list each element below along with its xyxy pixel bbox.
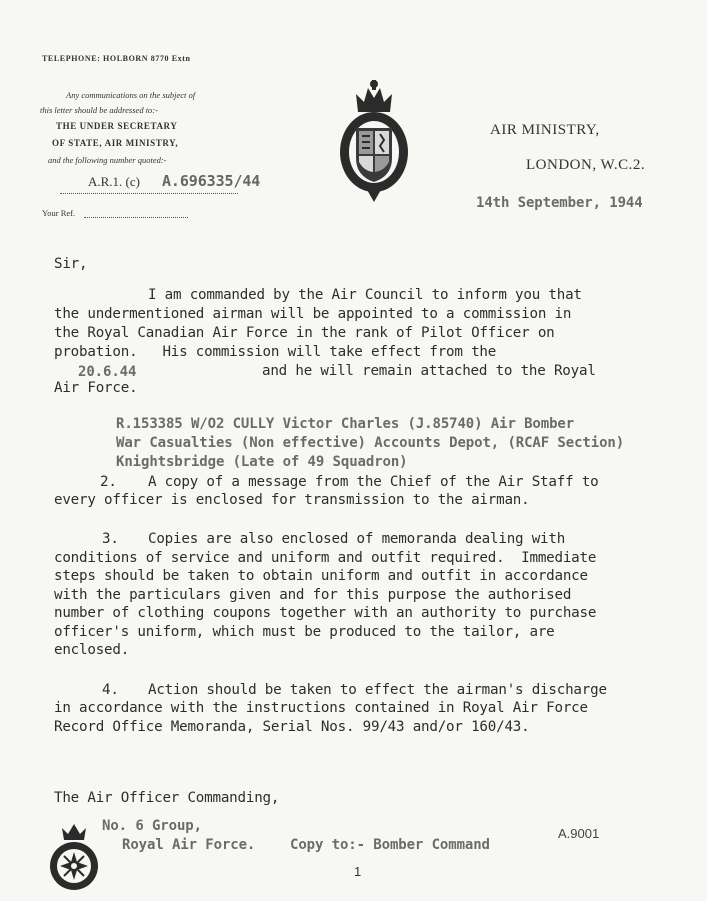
para4-line-1: Action should be taken to effect the airman's discharge bbox=[148, 682, 607, 698]
airman-details-line-1: R.153385 W/O2 CULLY Victor Charles (J.85740) Air Bomber bbox=[116, 416, 575, 432]
para2-line-2: every officer is enclosed for transmission to the airman. bbox=[54, 492, 530, 508]
telephone-line: TELEPHONE: HOLBORN 8770 Extn bbox=[42, 54, 191, 63]
para4-line-2: in accordance with the instructions contained in Royal Air Force bbox=[54, 700, 588, 716]
para3-line-3: steps should be taken to obtain uniform and outfit in accordance bbox=[54, 568, 588, 584]
para1-line-2: the undermentioned airman will be appointed to a commission in bbox=[54, 306, 572, 322]
reference-rule bbox=[60, 193, 238, 194]
your-ref-rule bbox=[84, 217, 188, 218]
para2-number: 2. bbox=[100, 474, 117, 490]
instructions-line-2: this letter should be addressed to:- bbox=[40, 105, 158, 115]
rcaf-crest-icon bbox=[48, 822, 100, 896]
reference-label: A.R.1. (c) bbox=[88, 174, 140, 189]
para4-number: 4. bbox=[102, 682, 119, 698]
para3-line-6: officer's uniform, which must be produced to the tailor, are bbox=[54, 624, 555, 640]
para3-number: 3. bbox=[102, 531, 119, 547]
para1-line-5: and he will remain attached to the Royal bbox=[262, 363, 596, 379]
para3-line-7: enclosed. bbox=[54, 642, 130, 658]
sender-office: AIR MINISTRY, bbox=[490, 122, 600, 138]
copy-to: Copy to:- Bomber Command bbox=[290, 837, 490, 853]
para1-line-6: Air Force. bbox=[54, 380, 138, 396]
para3-line-4: with the particulars given and for this purpose the authorised bbox=[54, 587, 572, 603]
para1-line-3: the Royal Canadian Air Force in the rank of Pilot Officer on bbox=[54, 325, 555, 341]
letter-date: 14th September, 1944 bbox=[476, 195, 643, 211]
effective-date: 20.6.44 bbox=[78, 364, 137, 380]
para3-line-5: number of clothing coupons together with an authority to purchase bbox=[54, 605, 597, 621]
para3-line-1: Copies are also enclosed of memoranda dealing with bbox=[148, 531, 566, 547]
para2-line-1: A copy of a message from the Chief of the Air Staff to bbox=[148, 474, 599, 490]
addressee-line-3: Royal Air Force. bbox=[122, 837, 256, 853]
para1-line-1: I am commanded by the Air Council to inform you that bbox=[148, 287, 582, 303]
instructions-line-5: and the following number quoted:- bbox=[48, 155, 167, 165]
airman-details-line-3: Knightsbridge (Late of 49 Squadron) bbox=[116, 454, 408, 470]
para3-line-2: conditions of service and uniform and outfit required. Immediate bbox=[54, 550, 597, 566]
addressee-line-1: The Air Officer Commanding, bbox=[54, 790, 280, 806]
your-ref-label: Your Ref. bbox=[42, 208, 76, 218]
airman-details-line-2: War Casualties (Non effective) Accounts Depot, (RCAF Section) bbox=[116, 435, 625, 451]
salutation: Sir, bbox=[54, 256, 88, 272]
addressee-line-2: No. 6 Group, bbox=[102, 818, 202, 834]
royal-crest-icon bbox=[336, 76, 412, 206]
form-number: A.9001 bbox=[558, 826, 600, 841]
instructions-line-3: THE UNDER SECRETARY bbox=[56, 121, 178, 131]
para1-line-4: probation. His commission will take effect from the bbox=[54, 344, 497, 360]
reference-number: A.696335/44 bbox=[162, 172, 261, 190]
instructions-line-4: OF STATE, AIR MINISTRY, bbox=[52, 138, 179, 148]
para4-line-3: Record Office Memoranda, Serial Nos. 99/43 and/or 160/43. bbox=[54, 719, 530, 735]
page-number: 1 bbox=[354, 864, 362, 879]
instructions-line-1: Any communications on the subject of bbox=[66, 90, 196, 100]
sender-city: LONDON, W.C.2. bbox=[526, 157, 646, 173]
